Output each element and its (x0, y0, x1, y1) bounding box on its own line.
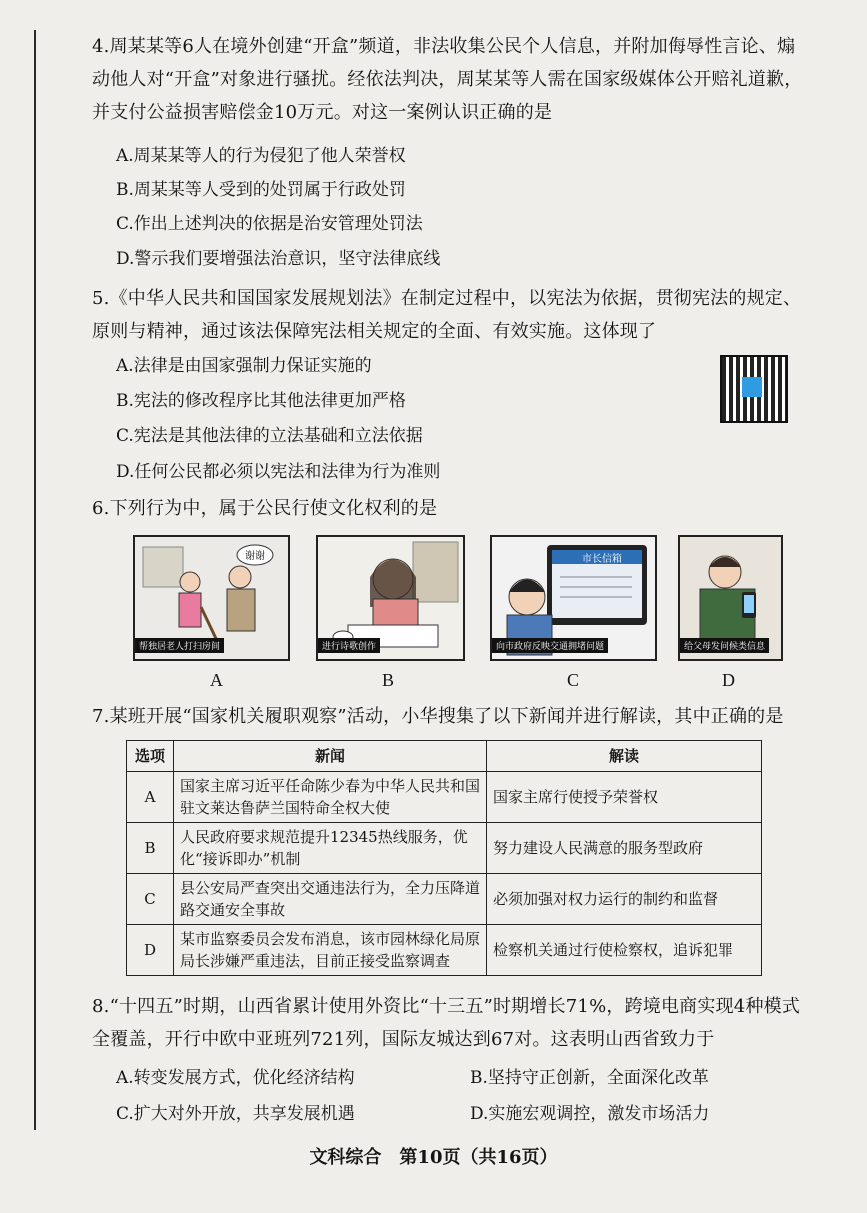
page-footer: 文科综合 第10页（共16页） (309, 1147, 558, 1168)
table-row (127, 874, 762, 925)
row-reading: 国家主席行使授予荣誉权 (487, 772, 762, 823)
row-news: 某市监察委员会发布消息，该市园林绿化局原局长涉嫌严重违法，目前正接受监察调查 (174, 925, 487, 976)
qr-code-icon (720, 355, 788, 423)
picture-b-caption: 进行诗歌创作 (318, 638, 380, 653)
q8-option-b: B.坚持守正创新，全面深化改革 (470, 1068, 709, 1088)
row-reading: 检察机关通过行使检察权，追诉犯罪 (487, 925, 762, 976)
q4-option-b: B.周某某等人受到的处罚属于行政处罚 (116, 180, 406, 200)
picture-d-caption: 给父母发问候类信息 (680, 638, 769, 653)
q5-option-b: B.宪法的修改程序比其他法律更加严格 (116, 391, 406, 411)
picture-label-c: C (567, 670, 580, 690)
q8-option-d: D.实施宏观调控，激发市场活力 (470, 1104, 710, 1124)
question-4-stem: 4.周某某等6人在境外创建“开盒”频道，非法收集公民个人信息，并附加侮辱性言论、煽动他人对“开盒”对象进行骚扰。经依法判决，周某某等人需在国家级媒体公开赔礼道歉，并支付公益损害赔偿金10万元。对这一案例认识正确的是 (92, 36, 803, 123)
row-option: A (127, 772, 174, 823)
speech-bubble-text: 谢谢 (245, 551, 265, 562)
row-option: D (127, 925, 174, 976)
news-table (126, 740, 762, 976)
picture-a-caption: 帮独居老人打扫房间 (135, 638, 224, 653)
row-reading: 努力建设人民满意的服务型政府 (487, 823, 762, 874)
table-row (127, 925, 762, 976)
q5-option-a: A.法律是由国家强制力保证实施的 (116, 356, 372, 376)
picture-c-caption: 向市政府反映交通拥堵问题 (492, 638, 608, 653)
row-news: 县公安局严查突出交通违法行为，全力压降道路交通安全事故 (174, 874, 487, 925)
question-8-stem: 8.“十四五”时期，山西省累计使用外资比“十三五”时期增长71%，跨境电商实现4种模式全覆盖，开行中欧中亚班列721列，国际友城达到67对。这表明山西省致力于 (92, 996, 801, 1050)
picture-label-d: D (722, 670, 735, 690)
picture-label-b: B (382, 670, 395, 690)
q8-option-a: A.转变发展方式，优化经济结构 (116, 1068, 355, 1088)
row-news: 人民政府要求规范提升12345热线服务，优化“接诉即办”机制 (174, 823, 487, 874)
q8-option-c: C.扩大对外开放，共享发展机遇 (116, 1104, 355, 1124)
picture-a (133, 535, 290, 661)
picture-b (316, 535, 465, 661)
screen-title: 市长信箱 (582, 554, 622, 565)
row-reading: 必须加强对权力运行的制约和监督 (487, 874, 762, 925)
header-reading: 解读 (487, 741, 762, 772)
row-option: B (127, 823, 174, 874)
question-7-stem: 7.某班开展“国家机关履职观察”活动，小华搜集了以下新闻并进行解读，其中正确的是 (92, 706, 784, 727)
q4-option-c: C.作出上述判决的依据是治安管理处罚法 (116, 214, 423, 234)
question-5-stem: 5.《中华人民共和国国家发展规划法》在制定过程中，以宪法为依据，贯彻宪法的规定、原则与精神，通过该法保障宪法相关规定的全面、有效实施。这体现了 (92, 288, 802, 342)
question-6-stem: 6.下列行为中，属于公民行使文化权利的是 (92, 498, 438, 519)
row-news: 国家主席习近平任命陈少春为中华人民共和国驻文莱达鲁萨兰国特命全权大使 (174, 772, 487, 823)
q5-option-d: D.任何公民都必须以宪法和法律为行为准则 (116, 462, 441, 482)
binding-margin-line (34, 30, 36, 1130)
header-news: 新闻 (174, 741, 487, 772)
table-header-row (127, 741, 762, 772)
q4-option-a: A.周某某等人的行为侵犯了他人荣誉权 (116, 146, 406, 166)
picture-label-a: A (210, 670, 223, 690)
q5-option-c: C.宪法是其他法律的立法基础和立法依据 (116, 426, 423, 446)
table-row (127, 772, 762, 823)
picture-d (678, 535, 783, 661)
q4-option-d: D.警示我们要增强法治意识，坚守法律底线 (116, 249, 441, 269)
header-option: 选项 (127, 741, 174, 772)
table-row (127, 823, 762, 874)
picture-c (490, 535, 657, 661)
row-option: C (127, 874, 174, 925)
